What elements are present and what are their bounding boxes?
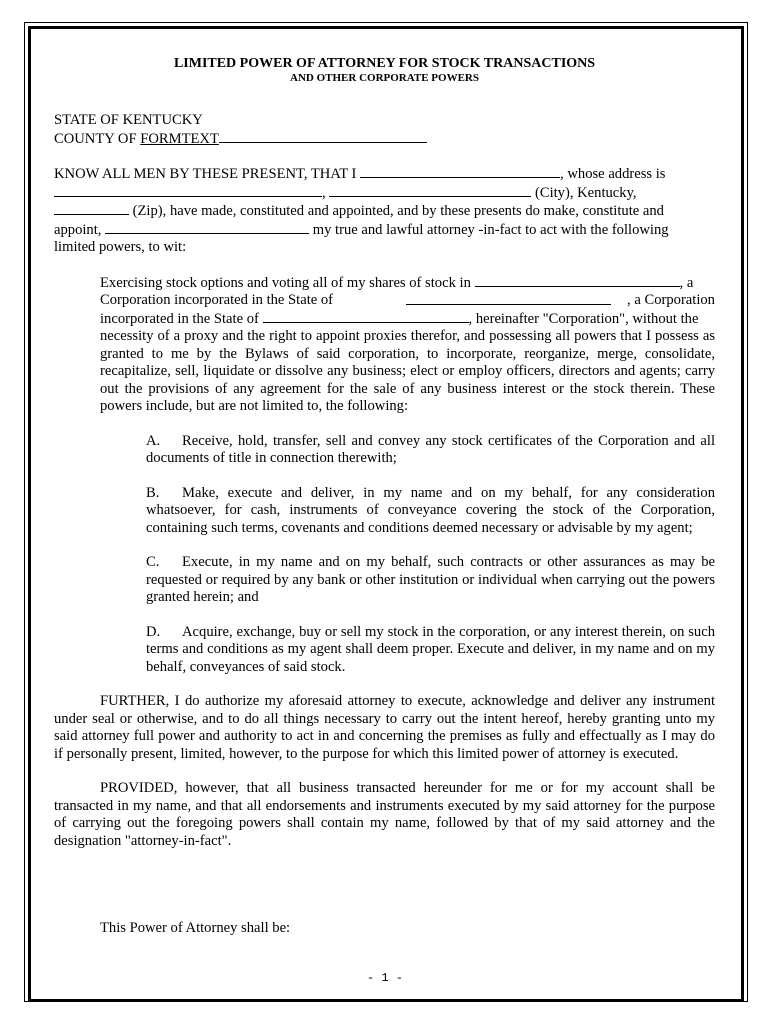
exercising-text-3: Corporation incorporated in the State of — [100, 292, 334, 308]
document-title: LIMITED POWER OF ATTORNEY FOR STOCK TRANSACTIONS — [173, 56, 596, 71]
state-line: STATE OF KENTUCKY — [54, 112, 203, 128]
intro-line-5: limited powers, to wit: — [54, 239, 187, 255]
item-text: Make, execute and deliver, in my name and on my behalf, for any consideration whatsoever, for cash, instruments of conveyance covering the stock of the Corporation, containing such terms, covenants and conditions deemed necessary or advisable by my agent; — [146, 484, 715, 536]
intro-text-6: appoint, — [54, 221, 102, 238]
exercising-line-1 — [100, 274, 715, 293]
exercising-text-4: , a Corporation — [627, 292, 715, 308]
exercising-text-rest: necessity of a proxy and the right to appoint proxies therefor, and possessing all powers that I possess as granted to me by the Bylaws of said corporation, to incorporate, reorganize, merge, consolidate, recapitalize, sell, liquidate or dissolve any business; elect or employ officers, directors and agents; carry out the provisions of any agreement for the sale of any business interest or the stock therein. These powers include, but are not limited to, the following: — [100, 328, 715, 414]
item-text: Receive, hold, transfer, sell and convey any stock certificates of the Corporation and all documents of title in connection therewith; — [146, 432, 715, 466]
attorney-name-blank[interactable] — [105, 221, 309, 234]
county-field[interactable]: FORMTEXT — [140, 130, 219, 147]
intro-text-4: (City), Kentucky, — [534, 184, 637, 201]
intro-line-2 — [54, 184, 715, 203]
intro-text-5: (Zip), have made, constituted and appointed, and by these presents do make, constitute and — [132, 203, 664, 219]
city-blank[interactable] — [329, 184, 531, 197]
county-label: COUNTY OF — [54, 130, 137, 147]
county-line — [54, 130, 715, 149]
further-paragraph: FURTHER, I do authorize my aforesaid attorney to execute, acknowledge and deliver any instrument under seal or otherwise, and to do all things necessary to carry out the intent hereof, hereby granting unto my said attorney full power and authority to act in and concerning the premises as fully and effectually as I may do if personally present, limited, however, to the purpose for which this limited power of attorney is executed. — [54, 693, 715, 762]
item-label: B. — [146, 484, 160, 501]
intro-line-3 — [54, 202, 715, 221]
item-label: C. — [146, 554, 160, 570]
state-of-incorporation-blank[interactable] — [406, 292, 611, 305]
intro-line-1 — [54, 165, 715, 184]
zip-blank[interactable] — [54, 202, 129, 215]
document-body — [54, 56, 715, 938]
intro-line-4 — [54, 221, 715, 240]
item-text: Execute, in my name and on my behalf, such contracts or other assurances as may be requested or required by any bank or other institution or individual when carrying out the powers granted herein; and — [146, 554, 715, 605]
power-item-c — [146, 554, 715, 607]
exercising-line-3 — [100, 310, 715, 329]
power-item-b — [146, 485, 715, 538]
exercising-text-6: , hereinafter "Corporation", without the — [468, 310, 699, 327]
document-subtitle: AND OTHER CORPORATE POWERS — [290, 72, 479, 84]
page-number: - 1 - — [366, 971, 403, 985]
exercising-text-2: , a — [679, 274, 694, 291]
corporation-name-blank[interactable] — [475, 274, 680, 287]
item-label: A. — [146, 432, 161, 449]
power-item-d — [146, 624, 715, 677]
provided-paragraph: PROVIDED, however, that all business transacted hereunder for me or for my account shall be transacted in my name, and that all endorsements and instruments executed by my said attorney for the purpose of carrying out the foregoing powers shall contain my name, followed by that of my said attorney and the designation "attorney-in-fact". — [54, 780, 715, 849]
state-blank-2[interactable] — [263, 310, 469, 323]
exercising-text-1: Exercising stock options and voting all of my shares of stock in — [100, 274, 471, 291]
intro-text-1: KNOW ALL MEN BY THESE PRESENT, THAT I — [54, 166, 357, 182]
intro-text-3: , — [322, 184, 326, 201]
street-address-blank[interactable] — [54, 184, 322, 197]
grantor-name-blank[interactable] — [360, 165, 560, 178]
exercising-line-2 — [100, 292, 715, 310]
item-text: Acquire, exchange, buy or sell my stock in the corporation, or any interest therein, on such terms and conditions as my agent shall deem proper. Execute and deliver, in my name and on my behalf, conveyances of said stock. — [146, 623, 715, 675]
power-item-a — [146, 433, 715, 468]
intro-text-7: my true and lawful attorney -in-fact to act with the following — [312, 221, 669, 238]
shall-be-line: This Power of Attorney shall be: — [100, 920, 291, 936]
intro-text-2: , whose address is — [560, 166, 666, 182]
item-label: D. — [146, 623, 161, 640]
exercising-text-5: incorporated in the State of — [100, 310, 259, 327]
exercising-paragraph — [100, 274, 715, 416]
county-blank[interactable] — [219, 130, 427, 143]
